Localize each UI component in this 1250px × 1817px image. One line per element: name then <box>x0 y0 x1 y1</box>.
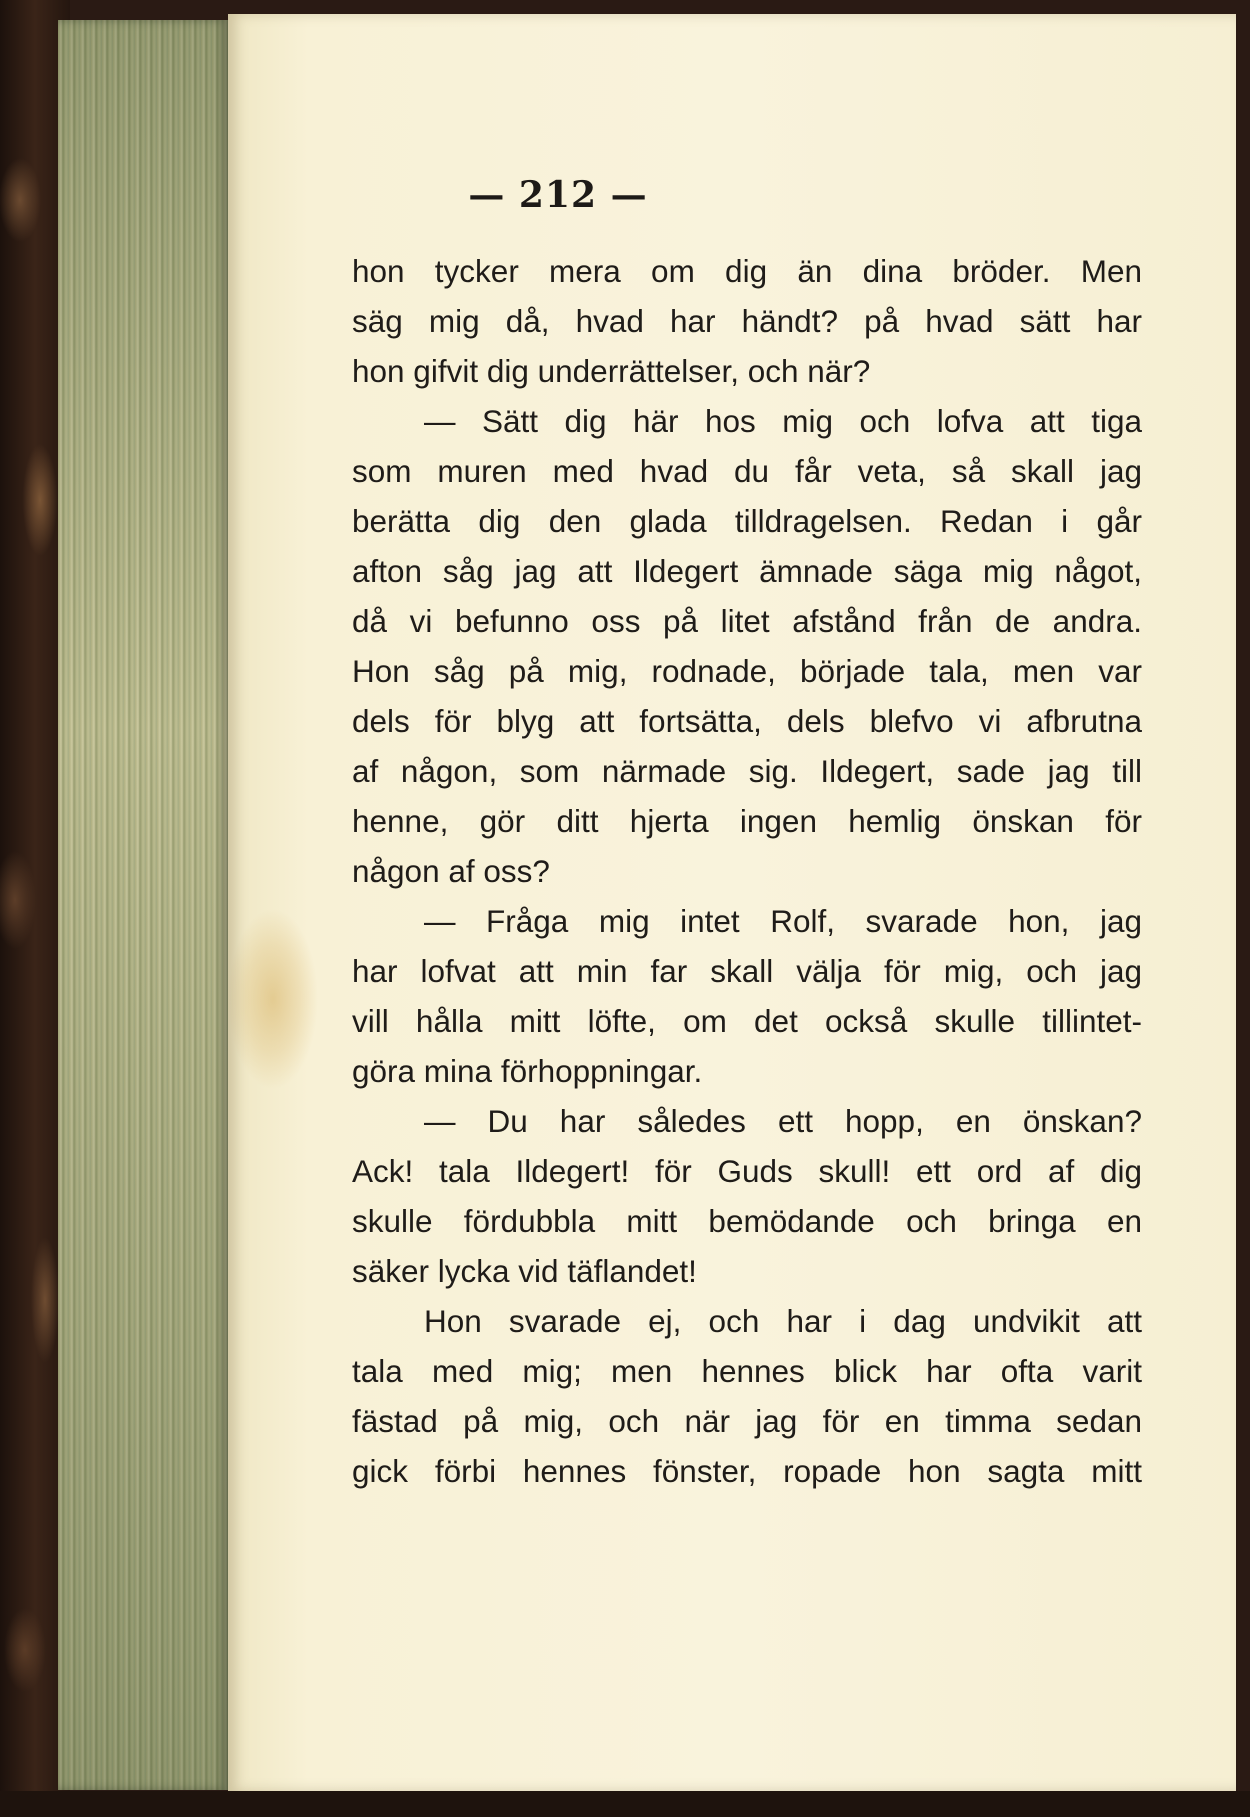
text-line: — Fråga mig intet Rolf, svarade hon, jag <box>424 903 1142 939</box>
text-line: som muren med hvad du får veta, så skall jag <box>352 453 1142 489</box>
text-line: henne, gör ditt hjerta ingen hemlig önskan för <box>352 803 1142 839</box>
text-line: fästad på mig, och när jag för en timma sedan <box>352 1403 1142 1439</box>
text-line: — Du har således ett hopp, en önskan? <box>424 1103 1142 1139</box>
text-line: gick förbi hennes fönster, ropade hon sagta mitt <box>352 1453 1142 1489</box>
text-line: göra mina förhoppningar. <box>352 1053 703 1089</box>
text-line: skulle fördubbla mitt bemödande och bringa en <box>352 1203 1142 1239</box>
text-line: hon tycker mera om dig än dina bröder. Men <box>352 253 1142 289</box>
body-text <box>352 246 1142 1496</box>
text-line: säg mig då, hvad har händt? på hvad sätt har <box>352 303 1142 339</box>
book-page <box>228 14 1236 1791</box>
text-line: Ack! tala Ildegert! för Guds skull! ett ord af dig <box>352 1153 1142 1189</box>
text-line: säker lycka vid täflandet! <box>352 1253 697 1289</box>
text-line: dels för blyg att fortsätta, dels blefvo vi afbrutna <box>352 703 1142 739</box>
text-line: af någon, som närmade sig. Ildegert, sade jag till <box>352 753 1142 789</box>
bottom-edge <box>0 1791 1250 1817</box>
page-edges <box>58 20 228 1790</box>
text-line: någon af oss? <box>352 853 550 889</box>
text-line: — Sätt dig här hos mig och lofva att tiga <box>424 403 1142 439</box>
text-line: Hon svarade ej, och har i dag undvikit att <box>424 1303 1142 1339</box>
text-line: vill hålla mitt löfte, om det också skulle tillintet- <box>352 1003 1142 1039</box>
text-line: afton såg jag att Ildegert ämnade säga mig något, <box>352 553 1142 589</box>
text-line: då vi befunno oss på litet afstånd från de andra. <box>352 603 1142 639</box>
text-line: tala med mig; men hennes blick har ofta varit <box>352 1353 1142 1389</box>
text-line: Hon såg på mig, rodnade, började tala, men var <box>352 653 1142 689</box>
text-line: hon gifvit dig underrättelser, och när? <box>352 353 871 389</box>
text-line: har lofvat att min far skall välja för mig, och jag <box>352 953 1142 989</box>
text-line: berätta dig den glada tilldragelsen. Redan i går <box>352 503 1142 539</box>
page-number: — 212 — <box>468 174 648 216</box>
